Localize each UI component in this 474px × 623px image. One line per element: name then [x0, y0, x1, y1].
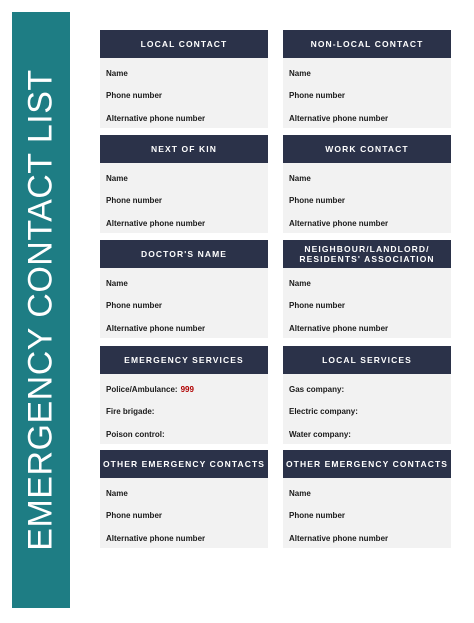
field-label: Gas company: — [289, 384, 345, 394]
card-emergency-services — [100, 346, 268, 444]
field-phone[interactable] — [106, 190, 262, 213]
field-label: Alternative phone number — [106, 113, 206, 123]
field-alt-phone[interactable] — [106, 317, 262, 340]
field-label: Phone number — [106, 196, 163, 206]
field-phone[interactable] — [106, 85, 262, 108]
card-header: WORK CONTACT — [283, 135, 451, 163]
field-alt-phone[interactable] — [289, 527, 445, 550]
field-water-company[interactable] — [289, 423, 445, 446]
field-phone[interactable] — [289, 505, 445, 528]
field-alt-phone[interactable] — [289, 212, 445, 235]
field-label: Name — [289, 173, 311, 183]
field-name[interactable] — [289, 482, 445, 505]
field-name[interactable] — [106, 167, 262, 190]
card-header: NEXT OF KIN — [100, 135, 268, 163]
field-label: Name — [289, 278, 311, 288]
field-police-ambulance[interactable] — [106, 378, 262, 401]
field-label: Electric company: — [289, 407, 358, 417]
field-label: Name — [106, 278, 128, 288]
card-other-emergency-contacts-2 — [283, 450, 451, 548]
field-name[interactable] — [106, 482, 262, 505]
field-label: Name — [106, 173, 128, 183]
field-alt-phone[interactable] — [289, 107, 445, 130]
card-next-of-kin — [100, 135, 268, 233]
field-name[interactable] — [106, 272, 262, 295]
field-alt-phone[interactable] — [289, 317, 445, 340]
field-poison-control[interactable] — [106, 423, 262, 446]
field-label: Poison control: — [106, 429, 165, 439]
field-label: Name — [106, 68, 128, 78]
field-label: Alternative phone number — [289, 323, 389, 333]
field-phone[interactable] — [289, 85, 445, 108]
card-local-services — [283, 346, 451, 444]
card-header: OTHER EMERGENCY CONTACTS — [100, 450, 268, 478]
field-alt-phone[interactable] — [106, 527, 262, 550]
field-label: Alternative phone number — [106, 218, 206, 228]
field-alt-phone[interactable] — [106, 107, 262, 130]
field-label: Phone number — [106, 511, 163, 521]
field-name[interactable] — [106, 62, 262, 85]
field-label: Phone number — [289, 511, 346, 521]
field-label: Phone number — [106, 301, 163, 311]
card-header: LOCAL SERVICES — [283, 346, 451, 374]
field-label: Phone number — [106, 91, 163, 101]
title-banner — [12, 12, 70, 608]
field-label: Fire brigade: — [106, 407, 155, 417]
field-label: Phone number — [289, 301, 346, 311]
field-value: 999 — [180, 384, 194, 394]
card-header: OTHER EMERGENCY CONTACTS — [283, 450, 451, 478]
field-phone[interactable] — [289, 190, 445, 213]
field-label: Name — [289, 488, 311, 498]
card-other-emergency-contacts-1 — [100, 450, 268, 548]
card-header: EMERGENCY SERVICES — [100, 346, 268, 374]
field-name[interactable] — [289, 272, 445, 295]
field-fire-brigade[interactable] — [106, 401, 262, 424]
field-label: Alternative phone number — [106, 533, 206, 543]
field-label: Name — [106, 488, 128, 498]
card-doctors-name — [100, 240, 268, 338]
card-header: LOCAL CONTACT — [100, 30, 268, 58]
card-local-contact — [100, 30, 268, 128]
card-header: NON-LOCAL CONTACT — [283, 30, 451, 58]
field-label: Name — [289, 68, 311, 78]
field-label: Alternative phone number — [106, 323, 206, 333]
card-work-contact — [283, 135, 451, 233]
page-title: EMERGENCY CONTACT LIST — [21, 69, 60, 551]
field-label: Phone number — [289, 91, 346, 101]
field-label: Water company: — [289, 429, 351, 439]
field-phone[interactable] — [106, 295, 262, 318]
field-alt-phone[interactable] — [106, 212, 262, 235]
field-name[interactable] — [289, 167, 445, 190]
field-label: Police/Ambulance: — [106, 384, 178, 394]
field-phone[interactable] — [289, 295, 445, 318]
field-name[interactable] — [289, 62, 445, 85]
field-label: Phone number — [289, 196, 346, 206]
card-non-local-contact — [283, 30, 451, 128]
field-label: Alternative phone number — [289, 218, 389, 228]
card-neighbour-landlord — [283, 240, 451, 338]
card-header: NEIGHBOUR/LANDLORD/ RESIDENTS' ASSOCIATION — [283, 240, 451, 268]
card-header: DOCTOR'S NAME — [100, 240, 268, 268]
field-phone[interactable] — [106, 505, 262, 528]
field-electric-company[interactable] — [289, 401, 445, 424]
field-gas-company[interactable] — [289, 378, 445, 401]
field-label: Alternative phone number — [289, 533, 389, 543]
field-label: Alternative phone number — [289, 113, 389, 123]
